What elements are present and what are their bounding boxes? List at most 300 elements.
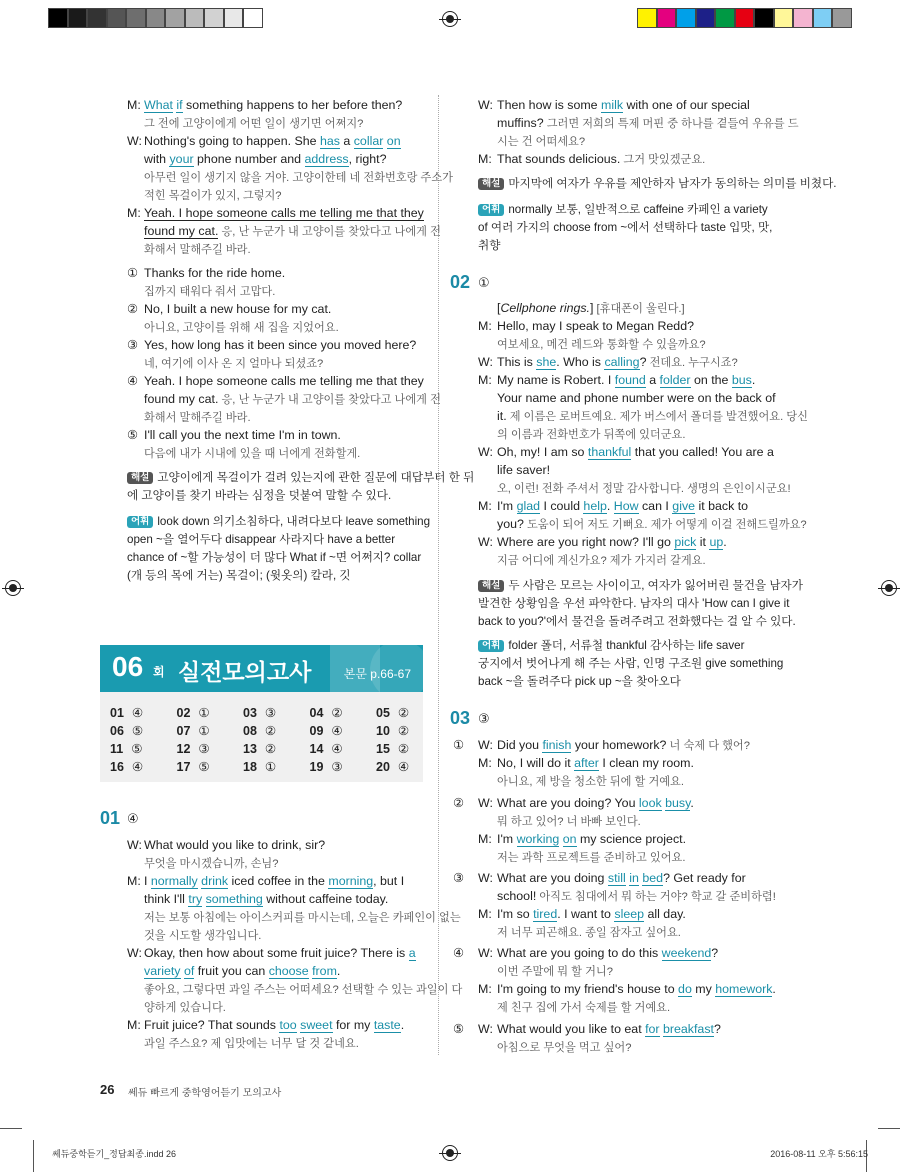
text: phone number and: [193, 152, 305, 166]
text: Yeah. I hope someone calls me telling me that they: [144, 374, 424, 388]
text-line: [127, 114, 453, 132]
korean-translation: [휴대폰이 울린다.]: [593, 303, 685, 315]
text: No, I built a new house for my cat.: [144, 302, 332, 316]
test-number: 06: [112, 651, 144, 682]
text-line: [127, 282, 441, 300]
korean-translation: 다음에 내가 시내에 있을 때 너에게 전화할게.: [144, 448, 361, 460]
text-line: [453, 736, 750, 754]
keyword: she: [536, 355, 557, 369]
text: Your name and phone number were on the back of: [497, 391, 776, 405]
speaker-label: M:: [127, 1018, 141, 1032]
text: iced coffee in the: [228, 874, 329, 888]
answer-question-number: 19: [309, 760, 324, 774]
answer-cell: [376, 723, 443, 739]
keyword: bus: [731, 373, 752, 387]
note-text: 고양이에게 목걸이가 걸려 있는지에 관한 질문에 대답부터 한 뒤: [157, 471, 475, 484]
text: What would you like to eat: [497, 1022, 646, 1036]
explanation-badge: 해설: [478, 580, 504, 592]
text-line: [478, 479, 808, 497]
keyword: found: [614, 373, 646, 387]
dialog-q02: [478, 299, 808, 569]
test-title: 실전모의고사: [178, 659, 312, 685]
keyword: on: [562, 832, 577, 846]
text: school!: [497, 889, 537, 903]
text: can I: [638, 499, 673, 513]
text: .: [606, 499, 614, 513]
answer-question-number: 20: [376, 760, 390, 774]
korean-translation: 양하게 있습니다.: [144, 1002, 226, 1014]
keyword: homework: [715, 982, 773, 996]
korean-translation: 응, 난 누군가 내 고양이를 찾았다고 나에게 전: [218, 394, 441, 406]
registration-mark-icon: [881, 580, 897, 596]
keyword: tired: [533, 907, 558, 921]
text: Thanks for the ride home.: [144, 266, 286, 280]
text-line: [127, 372, 441, 390]
korean-translation: 도움이 되어 저도 기뻐요. 제가 어떻게 이걸 전해드릴까요?: [523, 519, 807, 531]
text: without caffeine today.: [262, 892, 389, 906]
answer-cell: [376, 705, 443, 721]
text: that you called! You are a: [631, 445, 774, 459]
text: Then how is some: [497, 98, 601, 112]
speaker-label: W:: [478, 871, 493, 885]
korean-translation: 화해서 말해주길 바라.: [144, 412, 251, 424]
text: my: [691, 982, 716, 996]
text-line: [127, 240, 453, 258]
underlined-answer: Yeah. I hope someone calls me telling me that they: [144, 206, 424, 220]
answer-question-number: 10: [376, 724, 390, 738]
text-line: [127, 890, 462, 908]
text-line: [127, 186, 453, 204]
text: muffins?: [497, 116, 544, 130]
note-text: chance of ~할 가능성이 더 많다 What if ~면 어쩌지? collar: [127, 551, 422, 564]
note-line: [478, 637, 783, 655]
text: life saver!: [497, 463, 551, 477]
korean-translation: 오, 이런! 전화 주셔서 정말 감사합니다. 생명의 은인이시군요!: [497, 483, 791, 495]
answer-cell: [177, 723, 244, 739]
text-line: [127, 168, 453, 186]
korean-translation: 시는 건 어떠세요?: [497, 136, 586, 148]
option-number: ④: [453, 946, 465, 960]
text-line: [127, 264, 441, 282]
text: .: [723, 535, 727, 549]
text: . Who is: [556, 355, 605, 369]
text-line: [478, 443, 808, 461]
text-line: [127, 980, 462, 998]
text: .: [690, 796, 694, 810]
text-line: [453, 1038, 721, 1056]
text-line: [127, 872, 462, 890]
q03-option-1: [453, 736, 750, 790]
speaker-label: W:: [478, 98, 493, 112]
dialog-q01-end: [478, 96, 799, 168]
korean-translation: 아니요, 고양이를 위해 새 집을 지었어요.: [144, 322, 339, 334]
keyword: too: [279, 1018, 297, 1032]
text-line: [127, 926, 462, 944]
text: a: [339, 134, 354, 148]
keyword: your: [169, 152, 194, 166]
korean-translation: 응, 난 누군가 내 고양이를 찾았다고 나에게 전: [218, 226, 441, 238]
slug-timestamp: 2016-08-11 오후 5:56:15: [770, 1149, 868, 1159]
answer-question-number: 15: [376, 742, 390, 756]
text: I'm: [497, 832, 517, 846]
text-line: [453, 962, 776, 980]
text: What are you doing? You: [497, 796, 639, 810]
keyword: busy: [665, 796, 691, 810]
answer-choice: ①: [198, 724, 210, 738]
vocab-note: [127, 513, 430, 585]
text: .: [400, 1018, 405, 1032]
text-line: [478, 132, 799, 150]
answer-choice: ②: [264, 724, 277, 738]
keyword: give: [672, 499, 696, 513]
keyword: working: [516, 832, 560, 846]
note-line: [127, 487, 474, 505]
text: . I want to: [557, 907, 615, 921]
speaker-label: M:: [478, 907, 492, 921]
text: I clean my room.: [598, 756, 694, 770]
text: Okay, then how about some fruit juice? There is: [144, 946, 409, 960]
note-line: [478, 237, 772, 255]
text-line: [127, 408, 441, 426]
text-line: [127, 300, 441, 318]
answer-cell: [243, 741, 310, 757]
answer-choice: ②: [331, 706, 343, 720]
note-line: [478, 595, 803, 613]
option-number: ①: [127, 266, 139, 280]
answer-choice: ②: [397, 724, 410, 738]
text-line: [453, 772, 750, 790]
text-line: [127, 962, 462, 980]
cmyk-color-bar: [637, 8, 852, 28]
page-reference: 본문 p.66-67: [343, 667, 411, 681]
keyword: taste: [373, 1018, 401, 1032]
text-line: [478, 317, 808, 335]
text-line: [478, 407, 808, 425]
text: found my cat.: [144, 392, 219, 406]
text-line: [127, 854, 462, 872]
text: Nothing's going to happen. She: [144, 134, 320, 148]
text: ? Get ready for: [663, 871, 746, 885]
keyword: sleep: [614, 907, 645, 921]
text: think I'll: [144, 892, 189, 906]
q03-option-4: [453, 944, 776, 1016]
text-line: [478, 425, 808, 443]
korean-translation: 아직도 침대에서 뭐 하는 거야? 학교 갈 준비하렴!: [536, 891, 776, 903]
korean-translation: 그러면 저희의 특제 머핀 중 하나를 곁들여 우유를 드: [543, 118, 799, 130]
speaker-label: W:: [478, 1022, 493, 1036]
keyword: milk: [601, 98, 624, 112]
speaker-label: M:: [478, 756, 492, 770]
text-line: [127, 444, 441, 462]
note-text: normally 보통, 일반적으로 caffeine 카페인 a variety: [508, 203, 768, 216]
note-line: [478, 577, 803, 595]
answer-cell: [110, 723, 177, 739]
answer-choice: ③: [264, 706, 277, 720]
answer-choice: ④: [131, 706, 144, 720]
korean-translation: 여보세요, 메건 레드와 통화할 수 있을까요?: [497, 339, 706, 351]
answer-cell: [110, 759, 177, 775]
answer-choice: ⑤: [198, 760, 210, 774]
note-text: look down 의기소침하다, 내려다보다 leave something: [157, 515, 431, 528]
text-line: [478, 551, 808, 569]
keyword: morning: [328, 874, 374, 888]
answer-question-number: 03: [243, 706, 257, 720]
answer-cell: [376, 741, 443, 757]
note-line: [478, 175, 837, 193]
text-line: [453, 887, 776, 905]
keyword: address: [304, 152, 349, 166]
text: all day.: [644, 907, 686, 921]
answer-choice: ④: [331, 724, 343, 738]
answer-choice: ①: [264, 760, 277, 774]
question-answer-01: ④: [127, 811, 139, 826]
text-line: [127, 318, 441, 336]
speaker-label: W:: [478, 355, 493, 369]
korean-translation: 저는 보통 아침에는 아이스커피를 마시는데, 오늘은 카페인이 없는: [144, 912, 461, 924]
text-line: [478, 96, 799, 114]
text: for my: [332, 1018, 374, 1032]
text: your homework?: [571, 738, 667, 752]
text: I: [144, 874, 151, 888]
keyword: for: [645, 1022, 660, 1036]
keyword: still: [607, 871, 626, 885]
korean-translation: 제 친구 집에 가서 숙제를 할 거예요.: [497, 1002, 671, 1014]
text: I'm so: [497, 907, 534, 921]
keyword: from: [312, 964, 337, 978]
option-number: ③: [127, 338, 139, 352]
note-text: folder 폴더, 서류철 thankful 감사하는 life saver: [508, 639, 745, 652]
korean-translation: 아무런 일이 생기지 않을 거야. 고양이한테 네 전화번호랑 주소가: [144, 172, 453, 184]
korean-translation: 그 전에 고양이에게 어떤 일이 생기면 어쩌지?: [144, 118, 364, 130]
test-number-suffix: 회: [153, 665, 165, 679]
question-number-01: 01: [100, 808, 121, 828]
text-line: [453, 754, 750, 772]
text: .: [336, 964, 341, 978]
text-line: [453, 794, 694, 812]
korean-translation: 전데요. 누구시죠?: [646, 357, 738, 369]
keyword: something: [205, 892, 263, 906]
keyword: bed: [642, 871, 664, 885]
q03-option-5: [453, 1020, 721, 1056]
korean-translation: 화해서 말해주길 바라.: [144, 244, 251, 256]
page-number: 26: [100, 1082, 115, 1097]
note-text: 에 고양이를 찾기 바라는 심정을 덧붙여 말할 수 있다.: [127, 489, 392, 502]
answer-question-number: 18: [243, 760, 257, 774]
speaker-label: W:: [478, 796, 493, 810]
text-line: [478, 497, 808, 515]
explanation-note-01: [478, 175, 837, 193]
option-number: ⑤: [127, 428, 139, 442]
korean-translation: 적힌 목걸이가 있지, 그렇지?: [144, 190, 282, 202]
speaker-label: W:: [478, 535, 493, 549]
text-line: [478, 150, 799, 168]
answer-cell: [310, 723, 377, 739]
keyword: a: [408, 946, 416, 960]
answer-question-number: 08: [243, 724, 257, 738]
korean-translation: 그거 맛있겠군요.: [620, 154, 706, 166]
text: That sounds delicious.: [497, 152, 621, 166]
text-line: [127, 150, 453, 168]
answer-cell: [110, 741, 177, 757]
answer-question-number: 02: [176, 706, 191, 720]
answer-cell: [376, 759, 443, 775]
text: Oh, my! I am so: [497, 445, 588, 459]
text: ?: [711, 946, 719, 960]
underlined-answer: found my cat.: [144, 224, 219, 238]
option-number: ④: [127, 374, 139, 388]
answer-question-number: 05: [376, 706, 390, 720]
text: My name is Robert. I: [497, 373, 615, 387]
answer-cell: [310, 741, 377, 757]
text: , right?: [348, 152, 387, 166]
note-line: [478, 219, 772, 237]
keyword: help: [583, 499, 607, 513]
text-line: [478, 299, 808, 317]
text-line: [453, 848, 694, 866]
text-line: [478, 515, 808, 533]
answer-choice: ①: [198, 706, 210, 720]
note-text: back ~을 돌려주다 pick up ~을 찾아오다: [478, 675, 681, 688]
note-line: [478, 201, 772, 219]
text: fruit you can: [194, 964, 269, 978]
korean-translation: 이번 주말에 뭐 할 거니?: [497, 966, 613, 978]
note-text: of 여러 가지의 choose from ~에서 선택하다 taste 입맛, 맛,: [478, 221, 773, 234]
text: with one of our special: [623, 98, 750, 112]
answer-grid: [110, 705, 443, 775]
keyword: variety: [144, 964, 181, 978]
answer-choice: ④: [331, 742, 343, 756]
answer-options: [127, 264, 441, 462]
answer-question-number: 16: [110, 760, 124, 774]
korean-translation: 무엇을 마시겠습니까, 손님?: [144, 858, 279, 870]
keyword: finish: [542, 738, 572, 752]
option-number: ⑤: [453, 1022, 465, 1036]
question-number-03: 03: [450, 708, 471, 728]
text: it.: [497, 409, 507, 423]
note-line: [127, 549, 430, 567]
korean-translation: 과일 주스요? 제 입맛에는 너무 달 것 같네요.: [144, 1038, 359, 1050]
korean-translation: 의 이름과 전화번호가 뒤쪽에 있더군요.: [497, 429, 686, 441]
text-line: [127, 354, 441, 372]
text-line: [453, 923, 776, 941]
keyword: pick: [674, 535, 697, 549]
keyword: has: [319, 134, 340, 148]
q03-option-3: [453, 869, 776, 941]
text-line: [127, 1034, 462, 1052]
text-line: [127, 204, 453, 222]
answer-cell: [177, 759, 244, 775]
explanation-note-02: [478, 577, 803, 631]
speaker-label: W:: [127, 134, 142, 148]
text: I'm: [497, 499, 517, 513]
korean-translation: 지금 어디에 계신가요? 제가 가지러 갈게요.: [497, 555, 706, 567]
korean-translation: 제 이름은 로버트예요. 제가 버스에서 폴더를 발견했어요. 당신: [506, 411, 808, 423]
note-text: (개 등의 목에 거는) 목걸이; (윗옷의) 칼라, 깃: [127, 569, 351, 582]
text-line: [478, 389, 808, 407]
answer-key-header: [100, 645, 423, 692]
answer-cell: [243, 723, 310, 739]
question-answer-02: ①: [478, 275, 490, 290]
speaker-label: M:: [478, 152, 492, 166]
keyword: drink: [201, 874, 229, 888]
answer-question-number: 13: [243, 742, 257, 756]
answer-choice: ②: [397, 742, 410, 756]
keyword: sweet: [300, 1018, 333, 1032]
text-line: [127, 96, 453, 114]
answer-question-number: 04: [309, 706, 324, 720]
text-line: [127, 390, 441, 408]
text: it back to: [695, 499, 749, 513]
keyword: collar: [353, 134, 384, 148]
text-line: [453, 1020, 721, 1038]
korean-translation: 집까지 태워다 줘서 고맙다.: [144, 286, 276, 298]
answer-question-number: 11: [110, 742, 124, 756]
answer-question-number: 12: [176, 742, 191, 756]
speaker-label: M:: [127, 206, 141, 220]
keyword: of: [183, 964, 195, 978]
dialog-q01: [127, 836, 465, 1052]
text: This is: [497, 355, 537, 369]
note-text: open ~을 열어두다 disappear 사라지다 have a better: [127, 533, 396, 546]
note-line: [478, 655, 783, 673]
text: I could: [540, 499, 584, 513]
speaker-label: M:: [478, 319, 492, 333]
note-line: [478, 613, 803, 631]
registration-mark-icon: [5, 580, 21, 596]
korean-translation: 너 숙제 다 했어?: [666, 740, 750, 752]
keyword: do: [678, 982, 692, 996]
answer-choice: ③: [331, 760, 343, 774]
text-line: [478, 533, 808, 551]
answer-choice: ⑤: [131, 724, 144, 738]
registration-mark-icon: [442, 1145, 458, 1161]
note-text: 두 사람은 모르는 사이이고, 여자가 잃어버린 물건을 남자가: [508, 579, 803, 592]
answer-question-number: 01: [110, 706, 124, 720]
option-number: ③: [453, 871, 465, 885]
answer-cell: [177, 741, 244, 757]
crop-mark: [878, 1128, 900, 1129]
speaker-label: W:: [478, 738, 493, 752]
text: .: [751, 373, 756, 387]
answer-question-number: 09: [309, 724, 324, 738]
explanation-note: [127, 469, 474, 505]
keyword: choose: [268, 964, 309, 978]
korean-translation: 저는 과학 프로젝트를 준비하고 있어요.: [497, 852, 686, 864]
text: What would you like to drink, sir?: [144, 838, 326, 852]
keyword: breakfast: [663, 1022, 714, 1036]
korean-translation: 좋아요, 그렇다면 과일 주스는 어떠세요? 선택할 수 있는 과일이 다: [144, 984, 463, 996]
note-text: 궁지에서 벗어나게 해 주는 사람, 인명 구조원 give something: [478, 657, 784, 670]
speaker-label: M:: [478, 499, 492, 513]
keyword: weekend: [661, 946, 712, 960]
explanation-badge: 해설: [127, 472, 153, 484]
keyword: up: [709, 535, 724, 549]
answer-question-number: 14: [309, 742, 324, 756]
speaker-label: M:: [127, 874, 141, 888]
korean-translation: 아니요, 제 방을 청소한 뒤에 할 거예요.: [497, 776, 684, 788]
keyword: look: [638, 796, 662, 810]
text-line: [453, 998, 776, 1016]
answer-cell: [310, 759, 377, 775]
speaker-label: M:: [478, 373, 492, 387]
answer-choice: ④: [397, 760, 410, 774]
vocab-note-01: [478, 201, 772, 255]
option-number: ①: [453, 738, 465, 752]
text: something happens to her before then?: [182, 98, 403, 112]
text-line: [453, 905, 776, 923]
text: [: [497, 301, 501, 315]
text: What are you doing: [497, 871, 608, 885]
